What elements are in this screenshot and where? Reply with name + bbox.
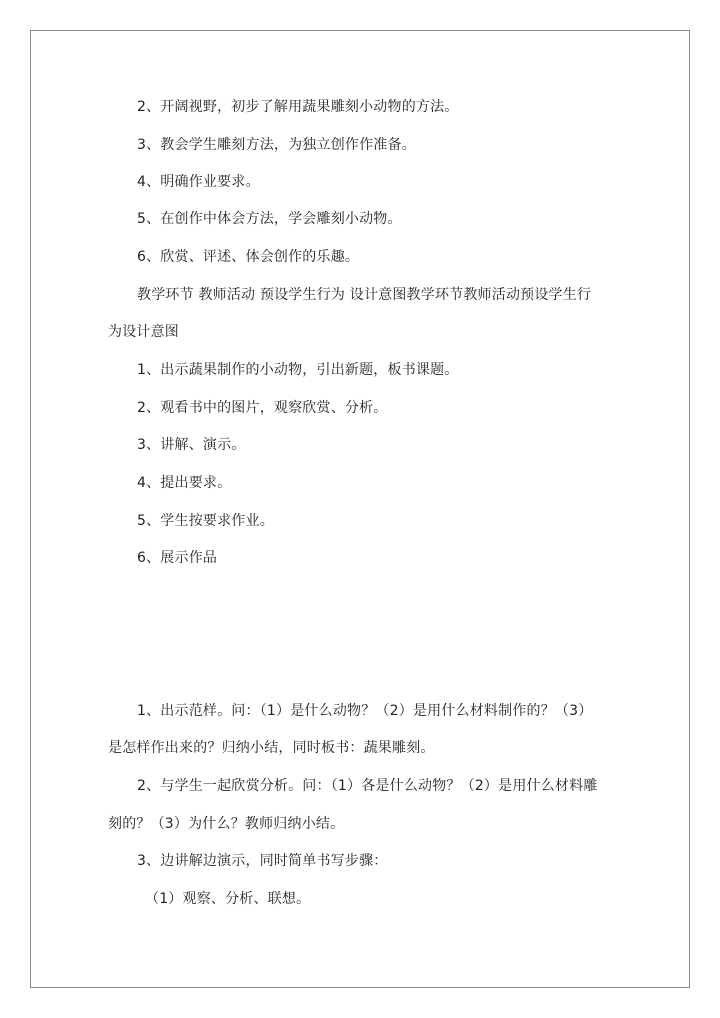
objective-4: 4、明确作业要求。	[137, 174, 260, 190]
objective-6: 6、欣赏、评述、体会创作的乐趣。	[137, 249, 360, 265]
step-2: 2、观看书中的图片，观察欣赏、分析。	[137, 400, 388, 416]
teacher-activity-2-line-1: 2、与学生一起欣赏分析。问：（1）各是什么动物？（2）是用什么材料雕	[137, 778, 598, 794]
teacher-activity-3-sub-1: （1）观察、分析、联想。	[145, 891, 311, 907]
step-4: 4、提出要求。	[137, 475, 232, 491]
teacher-activity-1-line-2: 是怎样作出来的？归纳小结，同时板书：蔬果雕刻。	[108, 740, 435, 756]
table-header-line-2: 为设计意图	[108, 324, 179, 340]
page-border	[30, 30, 690, 988]
step-6: 6、展示作品	[137, 550, 218, 566]
step-5: 5、学生按要求作业。	[137, 513, 274, 529]
objective-5: 5、在创作中体会方法，学会雕刻小动物。	[137, 211, 402, 227]
teacher-activity-3: 3、边讲解边演示，同时简单书写步骤：	[137, 853, 388, 869]
objective-3: 3、教会学生雕刻方法，为独立创作作准备。	[137, 137, 416, 153]
table-header-line-1: 教学环节 教师活动 预设学生行为 设计意图教学环节教师活动预设学生行	[137, 287, 592, 303]
step-3: 3、讲解、演示。	[137, 437, 246, 453]
teacher-activity-1-line-1: 1、出示范样。问：（1）是什么动物？（2）是用什么材料制作的？（3）	[137, 703, 593, 719]
objective-2: 2、开阔视野，初步了解用蔬果雕刻小动物的方法。	[137, 99, 459, 115]
teacher-activity-2-line-2: 刻的？（3）为什么？教师归纳小结。	[108, 816, 345, 832]
step-1: 1、出示蔬果制作的小动物，引出新题，板书课题。	[137, 362, 459, 378]
